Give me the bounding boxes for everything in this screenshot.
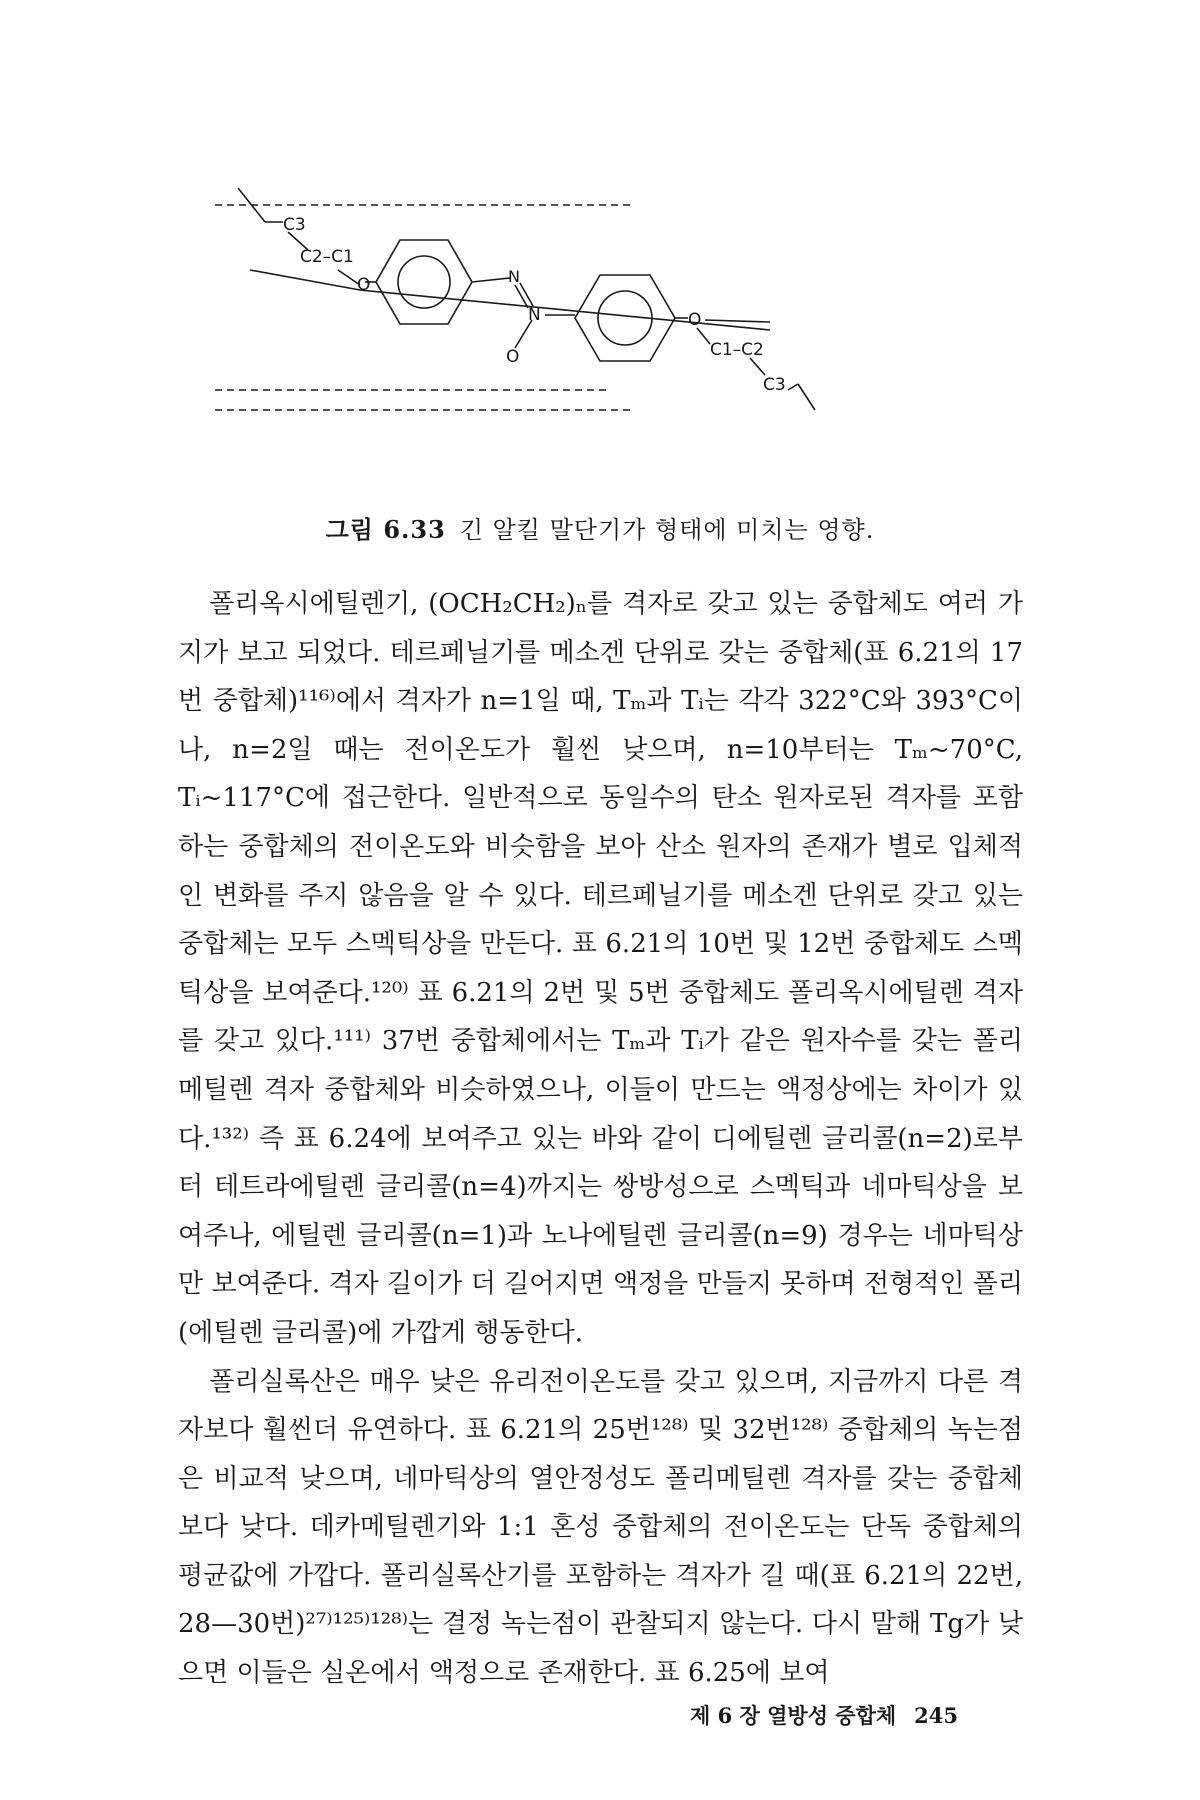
label-c3-left: C3 — [283, 215, 306, 235]
azoxy-structure-diagram — [210, 180, 930, 480]
figure-6-33 — [210, 180, 930, 480]
right-chain-bond-3 — [788, 384, 798, 390]
right-chain-axis — [705, 320, 770, 322]
n-n-bond-2 — [520, 283, 533, 306]
paragraph: 폴리옥시에틸렌기, (OCH₂CH₂)ₙ를 격자로 갖고 있는 중합체도 여러 가지가 보고 되었다. 테르페닐기를 메소겐 단위로 갖는 중합체(표 6.21의 17번 중합체)¹¹⁶⁾에서 격자가 n=1일 때, Tₘ과 Tᵢ는 각각 322°C와 393°C이나, n=2일 때는 전이온도가 훨씬 낮으며, n=10부터는 Tₘ~70°C, Tᵢ~117°C에 접근한다. 일반적으로 동일수의 탄소 원자로된 격자를 포함하는 중합체의 전이온도와 비슷함을 보아 산소 원자의 존재가 별로 입체적인 변화를 주지 않음을 알 수 있다. 테르페닐기를 메소겐 단위로 갖고 있는 중합체는 모두 스멕틱상을 만든다. 표 6.21의 10번 및 12번 중합체도 스멕틱상을 보여준다.¹²⁰⁾ 표 6.21의 2번 및 5번 중합체도 폴리옥시에틸렌 격자를 갖고 있다.¹¹¹⁾ 37번 중합체에서는 Tₘ과 Tᵢ가 같은 원자수를 갖는 폴리메틸렌 격자 중합체와 비슷하였으나, 이들이 만드는 액정상에는 차이가 있다.¹³²⁾ 즉 표 6.24에 보여주고 있는 바와 같이 디에틸렌 글리콜(n=2)로부터 테트라에틸렌 글리콜(n=4)까지는 쌍방성으로 스멕틱과 네마틱상을 보여주나, 에틸렌 글리콜(n=1)과 노나에틸렌 글리콜(n=9) 경우는 네마틱상만 보여준다. 격자 길이가 더 길어지면 액정을 만들지 못하며 전형적인 폴리(에틸렌 글리콜)에 가깝게 행동한다. — [178, 589, 1023, 1348]
label-oxide-o: O — [506, 347, 520, 367]
body-text — [178, 580, 1023, 1698]
label-o-left: O — [357, 275, 371, 295]
paragraph: 폴리실록산은 매우 낮은 유리전이온도를 갖고 있으며, 지금까지 다른 격자보다 훨씬더 유연하다. 표 6.21의 25번¹²⁸⁾ 및 32번¹²⁸⁾ 중합체의 녹는점은 비교적 낮으며, 네마틱상의 열안정성도 폴리메틸렌 격자를 갖는 중합체보다 낮다. 데카메틸렌기와 1:1 혼성 중합체의 전이온도는 단독 중합체의 평균값에 가깝다. 폴리실록산기를 포함하는 격자가 길 때(표 6.21의 22번, 28—30번)²⁷⁾¹²⁵⁾¹²⁸⁾는 결정 녹는점이 관찰되지 않는다. 다시 말해 Tg가 낮으면 이들은 실온에서 액정으로 존재한다. 표 6.25에 보여 — [178, 1366, 1023, 1689]
label-c3-right: C3 — [763, 375, 786, 395]
right-chain-bond-2 — [750, 358, 765, 375]
figure-caption-number: 그림 6.33 — [325, 515, 446, 544]
right-chain-bond-4 — [798, 384, 815, 410]
chapter-title: 제 6 장 열방성 중합체 — [690, 1703, 897, 1728]
left-ring-aromatic-circle — [398, 256, 450, 308]
label-c1c2-right: C1–C2 — [710, 340, 764, 360]
right-phenyl-ring — [575, 275, 675, 361]
figure-caption-text: 긴 알킬 말단기가 형태에 미치는 영향. — [459, 516, 875, 544]
page-number: 245 — [914, 1703, 958, 1728]
left-phenyl-ring — [376, 240, 472, 324]
label-n-bottom: N — [528, 305, 541, 325]
label-c2c1-left: C2–C1 — [300, 247, 354, 267]
right-chain-bond-1 — [697, 328, 710, 344]
figure-caption — [0, 510, 1200, 545]
label-n-top: N — [508, 267, 520, 286]
page-footer — [690, 1700, 958, 1730]
ring-to-n-bond — [472, 278, 510, 282]
label-o-right: O — [688, 310, 702, 330]
